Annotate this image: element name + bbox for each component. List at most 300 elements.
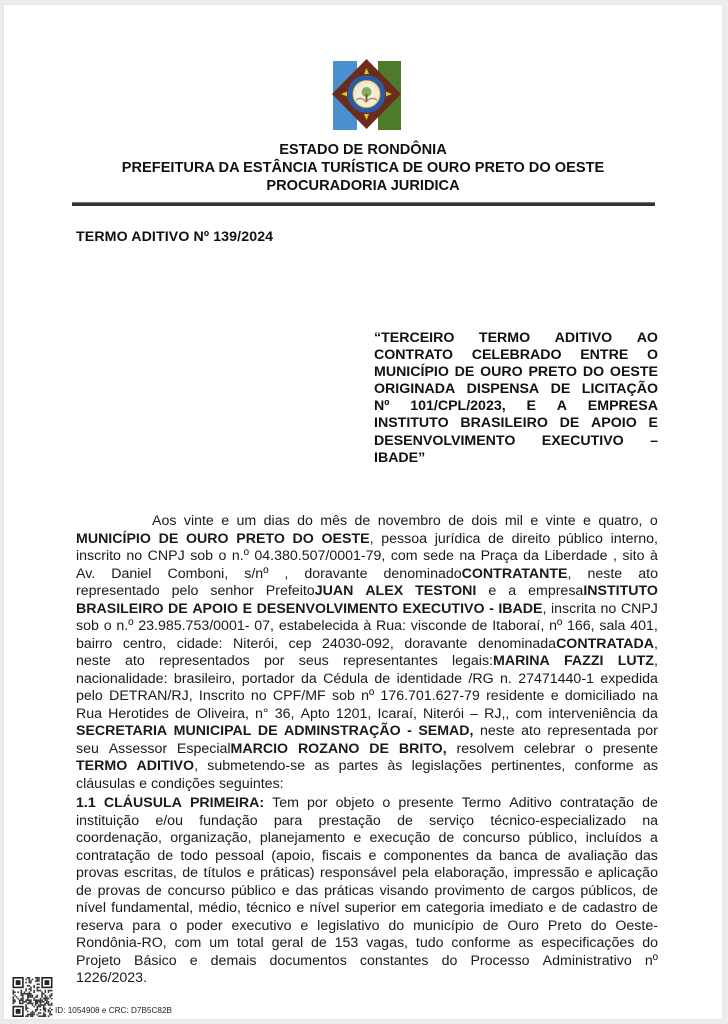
word: [401, 900, 421, 918]
word: [543, 953, 632, 971]
word: [518, 935, 533, 953]
text: as: [642, 758, 658, 774]
qr-module: [30, 993, 32, 995]
word: [523, 548, 539, 566]
word: [237, 513, 257, 531]
qr-module: [22, 995, 24, 997]
word: [490, 813, 626, 831]
text: estabelecida: [278, 618, 359, 634]
qr-module: [43, 1007, 45, 1009]
text: sob: [76, 618, 99, 634]
text: DETRAN/RJ,: [109, 688, 193, 704]
text: Básico: [134, 952, 177, 969]
ementa-line: [374, 433, 658, 450]
text: ,: [369, 530, 374, 547]
word: [452, 653, 550, 671]
word: [307, 795, 328, 813]
qr-module: [45, 991, 47, 993]
text: partes: [338, 758, 379, 774]
word: [76, 935, 167, 953]
qr-module: [33, 991, 35, 993]
text: e: [300, 917, 309, 934]
bold-text: DE: [369, 740, 389, 757]
word: [76, 776, 135, 794]
text: e: [353, 830, 362, 846]
clause-line: [76, 953, 658, 971]
word: [508, 583, 516, 601]
word: [300, 918, 308, 936]
qr-module: [21, 990, 23, 992]
word: [116, 618, 133, 636]
word: [184, 513, 214, 531]
word: [76, 566, 95, 584]
qr-module: [41, 995, 43, 997]
qr-module: [13, 990, 15, 992]
text: 36,: [274, 705, 295, 722]
text: aplicação: [598, 865, 658, 881]
text: visconde: [410, 618, 467, 634]
qr-module: [30, 1014, 32, 1016]
text: neste: [479, 723, 515, 739]
qr-module: [27, 1007, 29, 1009]
text: visando: [379, 882, 429, 899]
text: mil: [504, 513, 523, 529]
word: [111, 900, 193, 918]
bold-text: ADITIVO: [136, 758, 195, 774]
ementa-word: CONTRATO: [374, 347, 454, 364]
ementa-word: DE: [550, 381, 571, 398]
text: Cédula: [323, 670, 369, 687]
text: para: [132, 917, 161, 934]
text: o: [382, 795, 391, 811]
qr-module: [22, 993, 24, 995]
text: e: [139, 775, 148, 792]
qr-module: [19, 999, 21, 1001]
word: [190, 953, 198, 971]
word: [243, 601, 252, 619]
bold-text: DE: [257, 723, 278, 739]
text: 04.380.507/0001-79,: [254, 548, 386, 564]
bold-text: 1.1: [76, 795, 96, 811]
word: [374, 671, 390, 689]
qr-module: [13, 1001, 15, 1003]
qr-module: [29, 1014, 31, 1016]
word: [478, 636, 658, 654]
word: [509, 795, 552, 813]
clause-line: [76, 848, 658, 866]
preamble-line: [76, 548, 658, 566]
word: [512, 531, 551, 549]
qr-module: [40, 1006, 42, 1008]
text: de: [448, 513, 464, 529]
word: [260, 865, 314, 883]
text: nível: [76, 900, 106, 916]
qr-module: [13, 996, 15, 998]
clause-line: [76, 918, 658, 936]
qr-module: [27, 1015, 29, 1017]
preamble-line: [76, 653, 658, 671]
qr-module: [30, 982, 32, 984]
qr-module: [30, 999, 32, 1001]
word: [320, 865, 397, 883]
text: geral: [271, 935, 304, 951]
ementa-line: [374, 364, 658, 381]
qr-code-icon[interactable]: [12, 977, 53, 1017]
text: e: [368, 847, 377, 864]
preamble-line: [76, 706, 658, 724]
word: [480, 723, 515, 741]
text: denominado: [383, 565, 462, 582]
text: Administrativo: [542, 952, 632, 969]
text: de: [561, 900, 578, 916]
text: dois: [471, 513, 498, 529]
word: [492, 618, 544, 636]
ementa-word: EMPRESA: [587, 398, 658, 415]
word: [273, 688, 326, 706]
word: [423, 706, 464, 724]
clause-line: [76, 900, 658, 918]
bold-text: MARCIO: [230, 740, 289, 757]
qr-module: [40, 990, 42, 992]
word: [151, 776, 215, 794]
word: [363, 618, 371, 636]
text: representado: [76, 583, 160, 599]
text: de: [642, 900, 658, 916]
text: nº: [361, 688, 375, 704]
word: [317, 918, 379, 936]
qr-module: [41, 991, 43, 993]
text: Oliveira,: [196, 705, 249, 722]
word: [336, 795, 375, 813]
qr-module: [40, 1012, 42, 1014]
preamble-line: [76, 566, 658, 584]
qr-module: [46, 1001, 48, 1003]
text: do: [642, 935, 658, 951]
qr-module: [45, 1009, 47, 1011]
word: [319, 813, 381, 831]
text: títulos: [203, 865, 242, 881]
word: [192, 601, 238, 619]
text: Niterói: [423, 705, 465, 722]
word: [282, 883, 290, 901]
text: Processo: [470, 952, 530, 969]
qr-module: [25, 988, 27, 990]
text: cep: [288, 635, 312, 652]
word: [498, 601, 546, 619]
word: [505, 513, 523, 531]
text: e: [246, 865, 255, 881]
text: poder: [186, 917, 223, 934]
qr-module: [51, 1004, 53, 1006]
word: [233, 636, 278, 654]
text: avaliação: [567, 847, 628, 864]
text: pelo: [171, 583, 199, 599]
text: público: [230, 882, 276, 899]
text: legislativo: [317, 917, 380, 934]
text: organização,: [170, 830, 252, 846]
word: [510, 883, 526, 901]
bold-text: BRITO,: [398, 740, 447, 757]
qr-module: [25, 1004, 27, 1006]
word: [232, 918, 292, 936]
preamble-line: [76, 618, 658, 636]
qr-module: [25, 1001, 27, 1003]
qr-module: [37, 1003, 39, 1005]
word: [299, 653, 329, 671]
qr-module: [27, 977, 29, 979]
text: para: [273, 812, 303, 829]
text: cidade:: [176, 635, 223, 652]
word: [124, 865, 177, 883]
qr-module: [35, 1001, 37, 1003]
bold-text: -: [489, 600, 494, 617]
word: [413, 918, 474, 936]
ementa-summary: [374, 330, 658, 467]
qr-module: [37, 1009, 39, 1011]
word: [407, 723, 412, 741]
text: da: [642, 705, 658, 722]
word: [434, 865, 508, 883]
word: [209, 935, 229, 953]
word: [215, 848, 264, 866]
text: fiscais: [321, 847, 362, 864]
word: [76, 601, 164, 619]
bold-text: OURO: [185, 530, 229, 547]
word: [109, 688, 193, 706]
text: o: [649, 513, 658, 529]
preamble-line: [76, 601, 658, 619]
municipal-coat-of-arms-logo: [329, 56, 404, 132]
text: na: [642, 688, 658, 704]
word: [412, 758, 482, 776]
word: [309, 900, 339, 918]
word: [322, 531, 374, 549]
qr-module: [37, 980, 39, 982]
text: de: [146, 882, 162, 899]
word: [603, 741, 658, 759]
qr-module: [33, 1012, 35, 1014]
word: [76, 688, 103, 706]
text: em: [401, 900, 421, 916]
text: Inscrito: [198, 688, 245, 704]
text: doravante: [304, 565, 368, 582]
qr-module: [29, 993, 31, 995]
word: [388, 918, 404, 936]
ementa-word: “TERCEIRO: [374, 330, 455, 346]
ementa-word: ADITIVO: [554, 330, 613, 346]
word: [186, 918, 222, 936]
qr-module: [49, 1011, 51, 1013]
word: [429, 813, 474, 831]
word: [378, 513, 441, 531]
word: [155, 813, 183, 831]
text: Tem: [272, 795, 299, 811]
word: [254, 618, 274, 636]
word: [76, 653, 111, 671]
word: [630, 618, 658, 636]
word: [416, 935, 444, 953]
qr-module: [38, 987, 40, 989]
word: [168, 883, 226, 901]
word: [257, 601, 398, 619]
qr-module: [49, 990, 51, 992]
text: médio,: [198, 900, 241, 916]
text: categoria: [426, 900, 485, 916]
word: [642, 935, 658, 953]
text: por: [637, 723, 658, 739]
qr-module: [40, 1001, 42, 1003]
qr-module: [41, 996, 43, 998]
text: banca: [498, 847, 538, 864]
word: [403, 601, 485, 619]
word: [123, 636, 166, 654]
text: presente: [602, 740, 658, 757]
word: [295, 883, 318, 901]
word: [219, 776, 284, 794]
word: [246, 900, 291, 918]
qr-module: [37, 988, 39, 990]
text: senhor: [210, 583, 254, 599]
text: públicos,: [580, 882, 637, 899]
qr-module: [43, 1001, 45, 1003]
bold-text: INSTITUTO: [583, 583, 658, 599]
document-header: [4, 141, 722, 195]
word: [242, 671, 295, 689]
text: inscrito: [76, 548, 121, 564]
qr-module: [37, 999, 39, 1001]
word: [76, 723, 167, 741]
qr-module: [30, 987, 32, 989]
qr-module: [29, 979, 31, 981]
word: [104, 795, 182, 813]
word: [546, 513, 576, 531]
word: [565, 688, 636, 706]
text: pela: [401, 865, 429, 881]
text: Aditivo: [509, 795, 552, 811]
word: [515, 706, 542, 724]
qr-module: [51, 1009, 53, 1011]
word: [207, 758, 305, 776]
word: [260, 830, 345, 848]
clause-line: [76, 795, 658, 813]
qr-module: [27, 1003, 29, 1005]
word: [381, 531, 427, 549]
word: [600, 671, 658, 689]
text: um: [209, 935, 229, 951]
text: cargos: [531, 882, 575, 899]
word: [368, 848, 376, 866]
text: documentos: [269, 952, 347, 969]
word: [643, 758, 658, 776]
qr-module: [33, 985, 35, 987]
text: responsável: [319, 865, 397, 881]
text: ,: [284, 565, 289, 582]
header-state: ESTADO DE RONDÔNIA: [279, 142, 447, 158]
bold-text: MUNICIPAL: [173, 723, 252, 739]
word: [186, 531, 229, 549]
bold-text: IBADE: [498, 600, 543, 617]
text: 23.985.753/0001-: [138, 618, 250, 634]
qr-module: [22, 999, 24, 1001]
word: [599, 618, 625, 636]
qr-module: [19, 1003, 21, 1005]
qr-module: [48, 1009, 50, 1011]
text: de: [157, 847, 174, 864]
qr-module: [38, 990, 40, 992]
text: de: [488, 530, 504, 547]
preamble-line: [76, 776, 658, 794]
word: [598, 513, 642, 531]
word: [470, 953, 529, 971]
word: [98, 883, 141, 901]
word: [562, 900, 578, 918]
word: [335, 935, 359, 953]
ementa-word: TERMO: [478, 330, 531, 346]
qr-module: [30, 996, 32, 998]
text: execução: [369, 830, 431, 846]
ementa-word: E: [526, 398, 536, 415]
qr-module: [25, 1007, 27, 1009]
word: [642, 795, 658, 813]
qr-module: [48, 990, 50, 992]
word: [545, 848, 561, 866]
text: doravante: [404, 635, 468, 652]
word: [174, 723, 252, 741]
text: município: [413, 917, 474, 934]
word: [170, 830, 251, 848]
word: [355, 513, 371, 531]
text: representantes: [343, 653, 438, 669]
qr-module: [45, 1003, 47, 1005]
text: nº: [644, 952, 658, 969]
bold-text: MUNICÍPIO: [76, 530, 151, 547]
word: [237, 935, 264, 953]
text: no: [126, 548, 143, 564]
word: [369, 741, 389, 759]
qr-module: [32, 979, 34, 981]
qr-module: [48, 1011, 50, 1013]
word: [279, 618, 359, 636]
bold-text: SEMAD,: [418, 723, 474, 739]
text: a: [649, 830, 658, 846]
word: [583, 513, 591, 531]
ementa-word: E: [648, 415, 658, 432]
word: [343, 653, 438, 671]
word: [434, 883, 504, 901]
text: de: [311, 935, 327, 951]
word: [442, 953, 458, 971]
text: todo: [180, 847, 208, 864]
qr-module: [45, 1004, 47, 1006]
qr-finder-pattern: [16, 980, 21, 985]
word: [500, 671, 512, 689]
preamble-paragraph: [76, 513, 658, 793]
verification-id: ID: 1054908 e CRC: D7B5C82B: [55, 1006, 172, 1015]
text: Daniel: [111, 565, 152, 582]
word: [587, 566, 622, 584]
qr-module: [13, 998, 15, 1000]
word: [204, 865, 242, 883]
text: expedida: [600, 670, 658, 687]
qr-module: [29, 985, 31, 987]
header-department: PROCURADORIA JURIDICA: [266, 178, 460, 194]
word: [104, 618, 112, 636]
qr-module: [32, 1012, 34, 1014]
text: Itaboraí,: [492, 618, 545, 634]
word: [476, 848, 492, 866]
text: empresa: [528, 583, 584, 599]
qr-module: [45, 1014, 47, 1016]
